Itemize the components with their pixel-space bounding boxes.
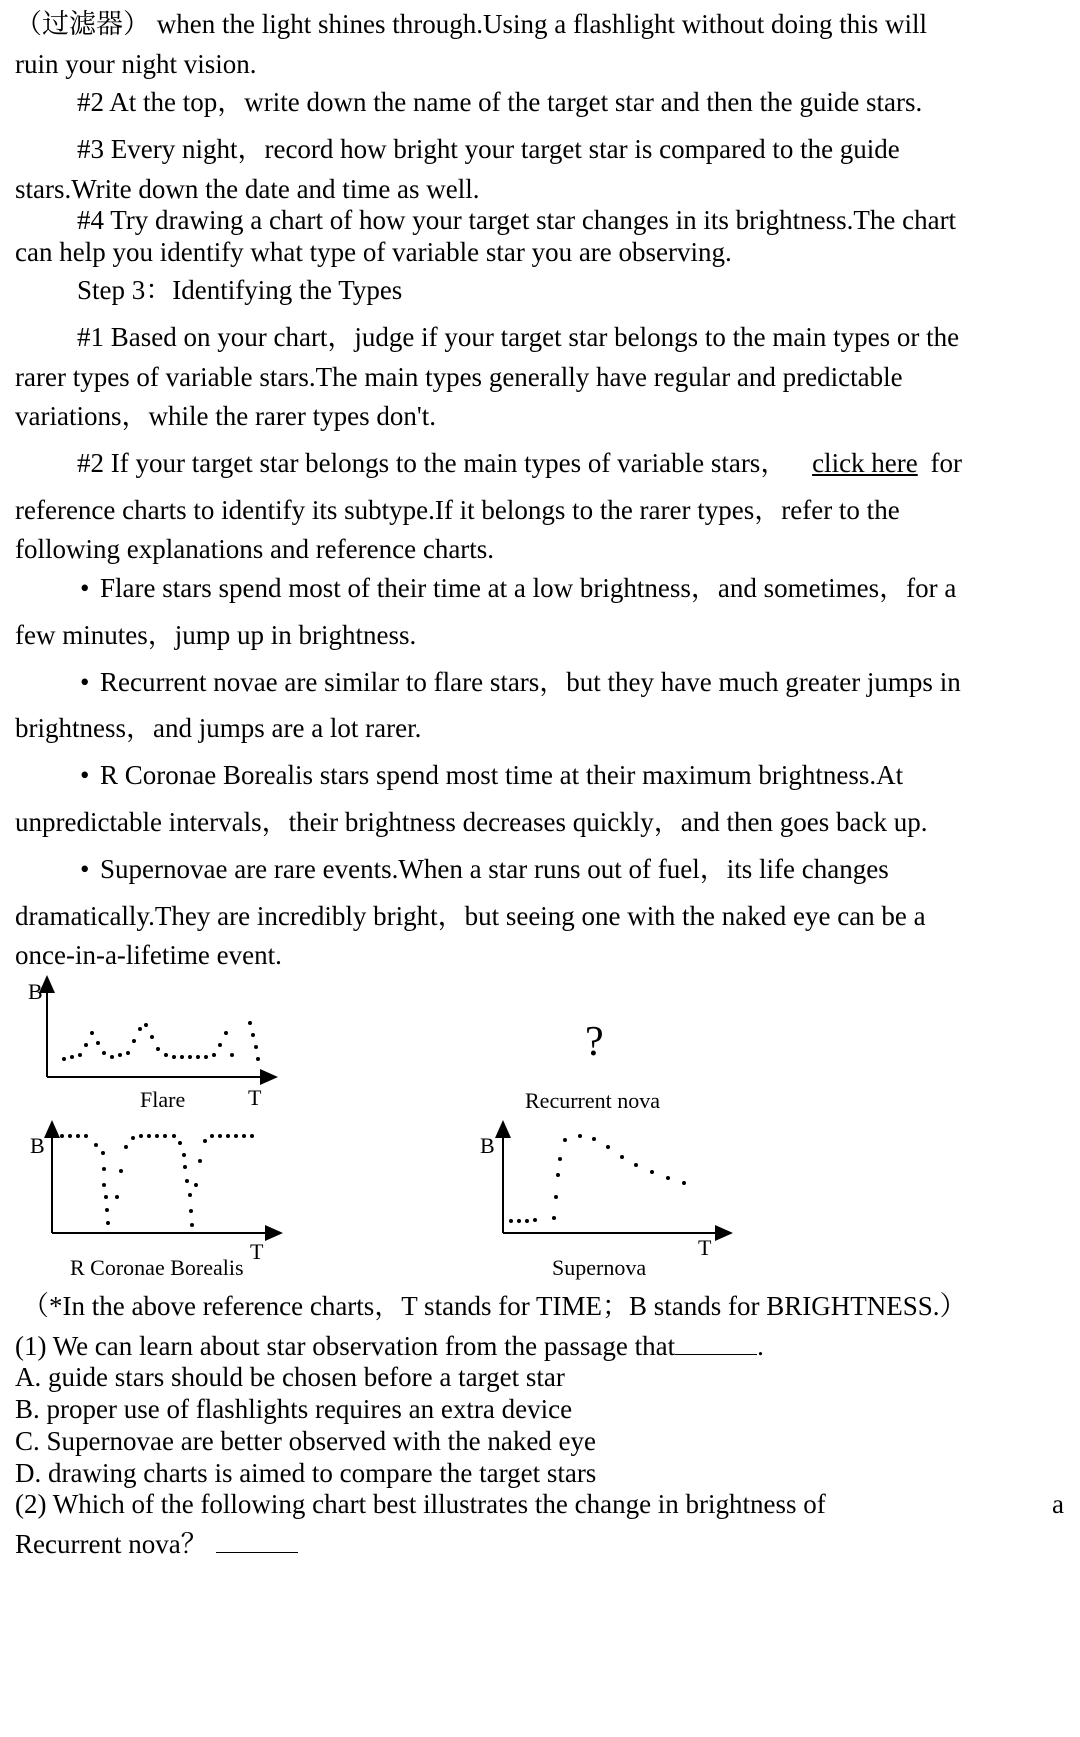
text-line: few minutes，jump up in brightness. xyxy=(15,620,417,650)
rcb-chart xyxy=(30,1128,275,1280)
bullet-text: Recurrent novae are similar to flare stars，but they have much greater jumps in xyxy=(100,667,961,697)
text-segment: for xyxy=(930,448,962,478)
bullet-icon: • xyxy=(80,667,90,697)
axis-label-b: B xyxy=(480,1133,495,1158)
bullet-item xyxy=(80,853,889,885)
bullet-icon: • xyxy=(80,854,90,884)
text-line: #4 Try drawing a chart of how your target star changes in its brightness.The chart xyxy=(77,205,957,235)
bullet-item xyxy=(80,759,903,791)
text-line: variations，while the rarer types don't. xyxy=(15,401,436,431)
text-line: rarer types of variable stars.The main types generally have regular and predictable xyxy=(15,362,903,392)
bullet-icon: • xyxy=(80,573,90,603)
text-line: （过滤器） when the light shines through.Using a flashlight without doing this will xyxy=(15,9,927,39)
text-line: dramatically.They are incredibly bright，but seeing one with the naked eye can be a xyxy=(15,901,926,931)
question-stem xyxy=(15,1528,298,1560)
recurrent-nova-chart xyxy=(525,1019,660,1113)
option-c[interactable]: C. Supernovae are better observed with the naked eye xyxy=(15,1426,597,1456)
text-line: #3 Every night，record how bright your target star is compared to the guide xyxy=(77,134,900,164)
text-line: ruin your night vision. xyxy=(15,49,257,79)
question-text: a xyxy=(1052,1489,1064,1519)
rcb-curve xyxy=(60,1134,254,1227)
chart-caption: Flare xyxy=(140,1087,186,1112)
bullet-text: R Coronae Borealis stars spend most time at their maximum brightness.At xyxy=(100,760,904,790)
axis-label-b: B xyxy=(28,979,43,1004)
bullet-text: Flare stars spend most of their time at a low brightness，and sometimes，for a xyxy=(100,573,957,603)
text-line: reference charts to identify its subtype.If it belongs to the rarer types，refer to the xyxy=(15,495,900,525)
text-line: unpredictable intervals，their brightness decreases quickly，and then goes back up. xyxy=(15,807,928,837)
option-b[interactable]: B. proper use of flashlights requires an extra device xyxy=(15,1394,573,1424)
text-line: #1 Based on your chart，judge if your target star belongs to the main types or the xyxy=(77,322,960,352)
step-heading: Step 3：Identifying the Types xyxy=(77,275,403,305)
question-mark: ? xyxy=(585,1019,604,1065)
text-line: brightness，and jumps are a lot rarer. xyxy=(15,713,422,743)
bullet-icon: • xyxy=(80,760,90,790)
supernova-chart xyxy=(480,1128,725,1280)
axis-label-b: B xyxy=(30,1133,45,1158)
chart-caption: Supernova xyxy=(552,1255,647,1280)
question-text: (1) We can learn about star observation from the passage that xyxy=(15,1331,676,1361)
answer-blank[interactable] xyxy=(216,1528,298,1553)
question-end: . xyxy=(757,1331,764,1361)
text-segment: #2 If your target star belongs to the main types of variable stars， xyxy=(77,448,788,478)
flare-curve xyxy=(62,1021,260,1061)
bullet-item xyxy=(80,666,961,698)
axis-label-t: T xyxy=(250,1239,264,1264)
text-line xyxy=(77,447,962,479)
flare-chart xyxy=(28,979,270,1112)
chart-note: （*In the above reference charts，T stands for TIME；B stands for BRIGHTNESS.） xyxy=(22,1291,967,1321)
axis-label-t: T xyxy=(698,1235,712,1260)
chart-caption: Recurrent nova xyxy=(525,1088,660,1113)
click-here-link[interactable]: click here xyxy=(812,448,918,478)
reference-charts xyxy=(0,975,1080,1315)
text-line: following explanations and reference charts. xyxy=(15,534,495,564)
option-d[interactable]: D. drawing charts is aimed to compare the target stars xyxy=(15,1458,597,1488)
question-stem: (2) Which of the following chart best illustrates the change in brightness of xyxy=(15,1489,826,1519)
question-stem xyxy=(15,1330,764,1362)
chart-caption: R Coronae Borealis xyxy=(70,1255,244,1280)
bullet-item xyxy=(80,572,956,604)
bullet-text: Supernovae are rare events.When a star runs out of fuel，its life changes xyxy=(100,854,889,884)
answer-blank[interactable] xyxy=(675,1330,757,1355)
text-line: #2 At the top，write down the name of the target star and then the guide stars. xyxy=(77,87,923,117)
text-line: can help you identify what type of variable star you are observing. xyxy=(15,237,732,267)
text-line: stars.Write down the date and time as well. xyxy=(15,174,480,204)
supernova-curve xyxy=(509,1134,686,1223)
axis-label-t: T xyxy=(248,1085,262,1110)
option-a[interactable]: A. guide stars should be chosen before a target star xyxy=(15,1362,565,1392)
text-line: once-in-a-lifetime event. xyxy=(15,940,282,970)
question-text: Recurrent nova？ xyxy=(15,1529,208,1559)
